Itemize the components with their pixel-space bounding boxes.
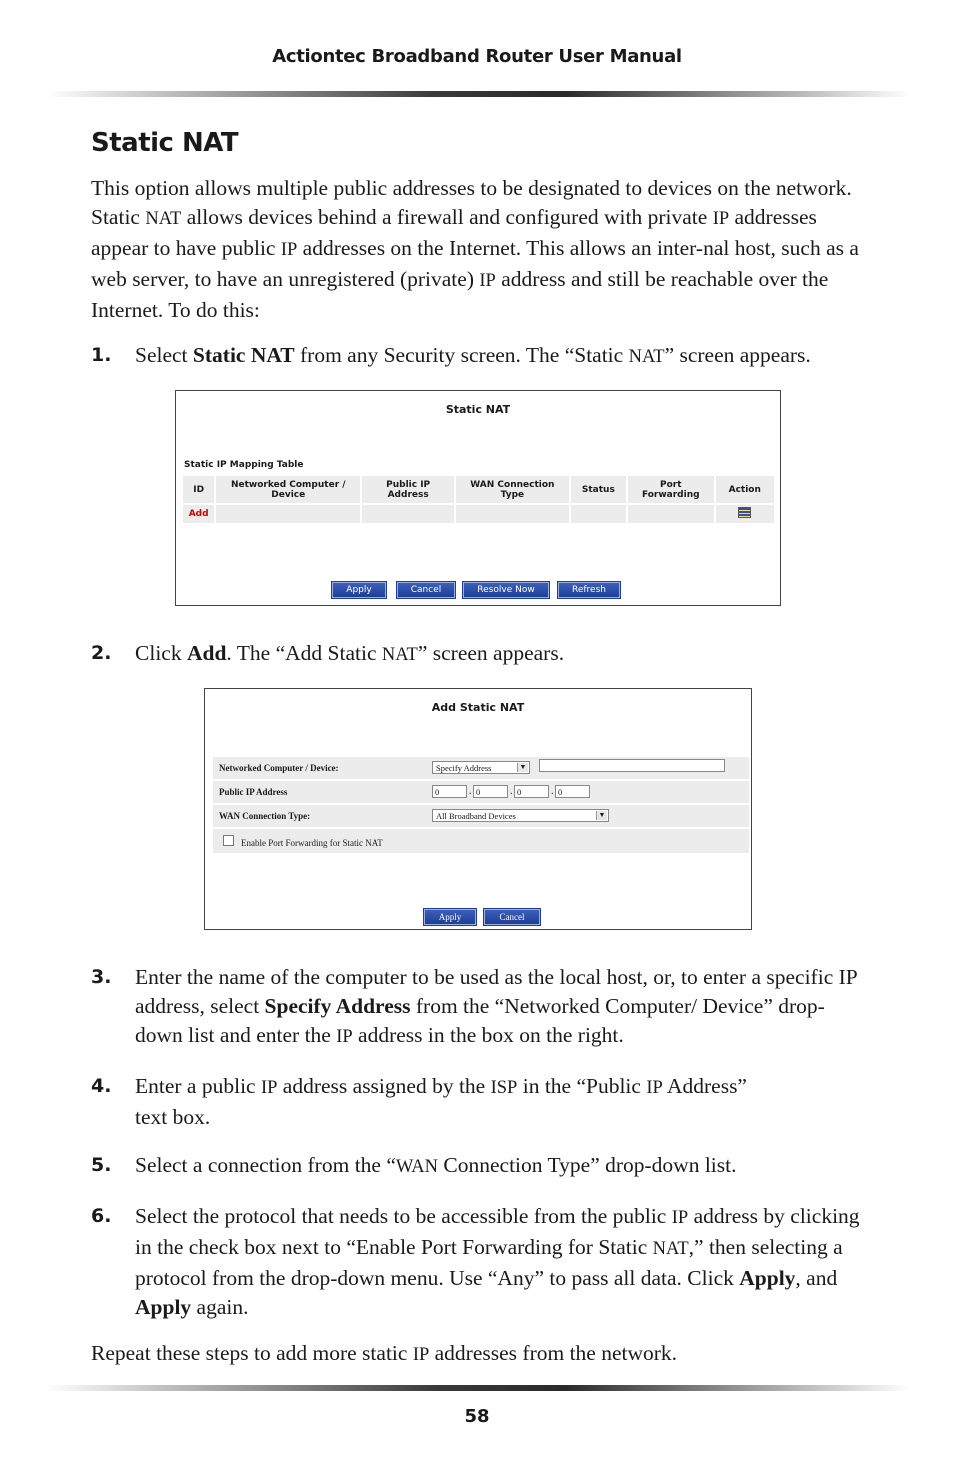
ip-octet-2[interactable]: 0 (473, 785, 508, 798)
step-number: 4. (91, 1075, 112, 1097)
step-number: 3. (91, 966, 112, 988)
apply-button[interactable]: Apply (332, 582, 386, 598)
apply-button[interactable]: Apply (424, 909, 476, 925)
step-number: 5. (91, 1154, 112, 1176)
section-title: Static NAT (91, 128, 239, 158)
col-action: Action (716, 476, 774, 503)
screen-title: Static NAT (445, 403, 511, 416)
port-forwarding-row (213, 829, 749, 853)
public-ip-row: Public IP Address 0 . 0 . 0 . 0 (213, 781, 749, 803)
step-3: 3. Enter the name of the computer to be used as the local host, or, to enter a specific IP address, select Specify Address from the “Networked Computer/ Device” drop-down list and enter the IP address in the box on the right. (91, 965, 857, 1047)
col-device: Networked Computer / Device (216, 476, 360, 503)
chevron-down-icon: ▼ (596, 811, 607, 820)
step-number: 1. (91, 344, 112, 366)
footer-rule (46, 1385, 910, 1391)
edit-icon[interactable] (738, 507, 751, 518)
device-input[interactable] (539, 759, 725, 772)
wan-type-row (213, 805, 749, 827)
step-6: 6. Select the protocol that needs to be accessible from the public IP address by clicking in the check box next to “Enable Port Forwarding for Static NAT,” then selecting a protocol from the drop-down menu. Use “Any” to pass all data. Click Apply, and Apply again. (91, 1204, 860, 1319)
port-forwarding-label: Enable Port Forwarding for Static NAT (241, 838, 383, 848)
ip-octet-3[interactable]: 0 (514, 785, 549, 798)
action-cell (716, 505, 774, 523)
step-number: 6. (91, 1205, 112, 1227)
step-2: 2. Click Add. The “Add Static NAT” screen appears. (91, 639, 866, 670)
cancel-button[interactable]: Cancel (397, 582, 455, 598)
add-link[interactable]: Add (183, 505, 214, 523)
table-row (183, 505, 774, 523)
public-ip-label: Public IP Address (219, 787, 288, 797)
page-number: 58 (464, 1406, 490, 1427)
port-forwarding-checkbox[interactable] (223, 835, 234, 846)
device-select[interactable]: Specify Address ▼ (432, 761, 530, 774)
wan-type-label: WAN Connection Type: (219, 811, 311, 821)
step-4: 4. Enter a public IP address assigned by the ISP in the “Public IP Address” text box. (91, 1074, 747, 1129)
step-number: 2. (91, 642, 112, 664)
col-public-ip: Public IP Address (362, 476, 454, 503)
ip-octet-1[interactable]: 0 (432, 785, 467, 798)
refresh-button[interactable]: Refresh (558, 582, 620, 598)
col-wan-type: WAN Connection Type (456, 476, 569, 503)
mapping-table (181, 474, 776, 525)
device-row (213, 757, 749, 779)
resolve-now-button[interactable]: Resolve Now (463, 582, 549, 598)
mapping-table-label: Static IP Mapping Table (184, 460, 304, 470)
wan-type-select[interactable]: All Broadband Devices ▼ (432, 809, 609, 822)
col-id: ID (183, 476, 214, 503)
screen-title: Add Static NAT (431, 701, 525, 714)
ip-octet-4[interactable]: 0 (555, 785, 590, 798)
static-nat-screenshot (175, 390, 781, 606)
step-1: 1. Select Static NAT from any Security screen. The “Static NAT” screen appears. (91, 341, 866, 372)
device-label: Networked Computer / Device: (219, 763, 339, 773)
running-header: Actiontec Broadband Router User Manual (272, 46, 682, 67)
closing-paragraph: Repeat these steps to add more static IP addresses from the network. (91, 1341, 678, 1365)
col-port-forwarding: Port Forwarding (628, 476, 714, 503)
col-status: Status (571, 476, 626, 503)
chevron-down-icon: ▼ (517, 763, 528, 772)
cancel-button[interactable]: Cancel (484, 909, 540, 925)
header-rule (46, 91, 910, 97)
intro-paragraph: This option allows multiple public addresses to be designated to devices on the network. Static NAT allows devices behind a firewall and configured with private IP addresses appear to have public IP addresses on the Internet. This allows an inter-nal host, such as a web server, to have an unregistered (private) IP address and still be reachable over the Internet. To do this: (91, 176, 859, 322)
step-5: 5. Select a connection from the “WAN Connection Type” drop-down list. (91, 1151, 866, 1182)
